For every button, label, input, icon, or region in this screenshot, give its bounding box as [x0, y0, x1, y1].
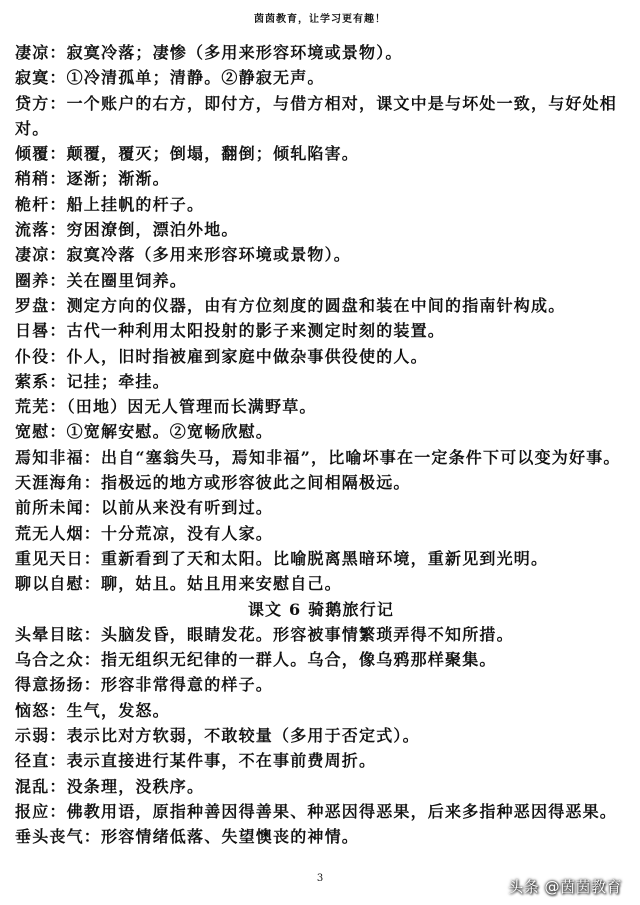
- vocab-entry: 前所未闻：以前从来没有听到过。: [15, 498, 274, 518]
- vocab-entry: 罗盘：测定方向的仪器，由有方位刻度的圆盘和装在中间的指南针构成。: [15, 295, 566, 315]
- vocab-entry: 报应：佛教用语，原指种善因得善果、种恶因得恶果，后来多指种恶因得恶果。: [15, 801, 618, 821]
- vocab-entry: 日晷：古代一种利用太阳投射的影子来测定时刻的装置。: [15, 321, 446, 341]
- vocab-entry: 得意扬扬：形容非常得意的样子。: [15, 675, 274, 695]
- vocab-entry: 天涯海角：指极远的地方或形容彼此之间相隔极远。: [15, 473, 411, 493]
- vocab-entry: 圈养：关在圈里饲养。: [15, 270, 188, 290]
- vocab-entry: 倾覆：颠覆，覆灭；倒塌，翻倒；倾轧陷害。: [15, 144, 360, 164]
- watermark: 头条 @茵茵教育: [508, 878, 622, 896]
- vocab-entry: 头晕目眩：头脑发昏，眼睛发花。形容被事情繁琐弄得不知所措。: [15, 624, 514, 644]
- vocab-entry: 混乱：没条理，没秩序。: [15, 776, 205, 796]
- page-number: 3: [316, 873, 324, 884]
- vocab-entry: 萦系：记挂；牵挂。: [15, 371, 170, 391]
- vocab-entry: 径直：表示直接进行某件事，不在事前费周折。: [15, 751, 377, 771]
- vocab-entry: 凄凉：寂寞冷落（多用来形容环境或景物）。: [15, 245, 352, 265]
- vocab-entry: 流落：穷困潦倒，漂泊外地。: [15, 220, 239, 240]
- vocab-entry: 乌合之众：指无组织无纪律的一群人。乌合，像乌鸦那样聚集。: [15, 650, 497, 670]
- vocab-entry: 宽慰：①宽解安慰。②宽畅欣慰。: [15, 422, 274, 442]
- vocab-entry: 凄凉：寂寞冷落；凄惨（多用来形容环境或景物）。: [15, 43, 403, 62]
- vocab-entry: 荒无人烟：十分荒凉，没有人家。: [15, 523, 274, 543]
- vocab-entry: 垂头丧气：形容情绪低落、失望懊丧的神情。: [15, 827, 360, 847]
- vocab-entry: 恼怒：生气，发怒。: [15, 700, 170, 720]
- vocab-entry: 聊以自慰：聊，姑且。姑且用来安慰自己。: [15, 574, 342, 594]
- vocabulary-list: [15, 40, 627, 850]
- vocab-entry: 稍稍：逐渐；渐渐。: [15, 169, 170, 189]
- vocab-entry: 荒芜：（田地）因无人管理而长满野草。: [15, 397, 317, 417]
- page-header: 茵茵教育，让学习更有趣！: [254, 14, 386, 25]
- vocab-entry: 贷方：一个账户的右方，即付方，与借方相对，课文中是与坏处一致，与好处相对。: [15, 93, 618, 138]
- vocab-entry: 仆役：仆人，旧时指被雇到家庭中做杂事供役使的人。: [15, 346, 428, 366]
- vocab-entry: 重见天日：重新看到了天和太阳。比喻脱离黑暗环境，重新见到光明。: [15, 548, 549, 568]
- section-title: 课文 6 骑鹅旅行记: [247, 599, 395, 619]
- vocab-entry: 寂寞：①冷清孤单；清静。②静寂无声。: [15, 68, 325, 88]
- vocab-entry: 示弱：表示比对方软弱，不敢较量（多用于否定式）。: [15, 726, 420, 746]
- vocab-entry: 焉知非福：出自“塞翁失马，焉知非福”，比喻坏事在一定条件下可以变为好事。: [15, 447, 621, 467]
- vocab-entry: 桅杆：船上挂帆的杆子。: [15, 194, 205, 214]
